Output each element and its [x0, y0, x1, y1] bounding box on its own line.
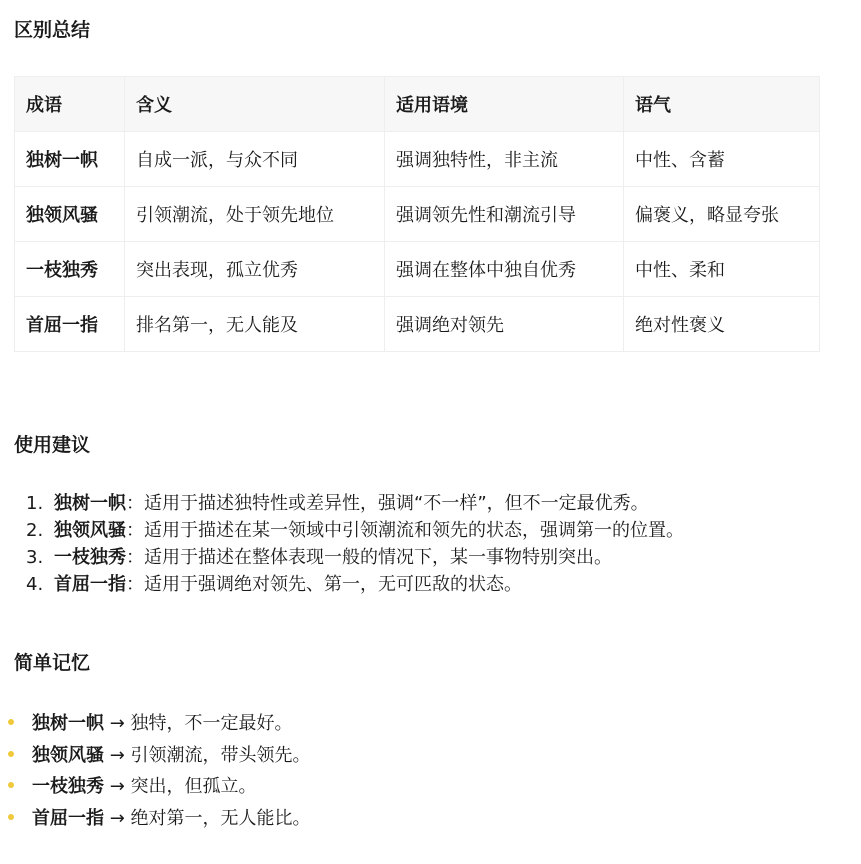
memory-term: 独领风骚: [32, 744, 104, 766]
table-row: [15, 242, 820, 297]
table-header-row: [15, 77, 820, 132]
comparison-table: [14, 76, 820, 352]
list-item: [8, 708, 311, 740]
column-header-idiom: 成语: [15, 77, 125, 132]
cell-meaning: 自成一派，与众不同: [125, 132, 385, 187]
table-row: [15, 187, 820, 242]
list-item: [20, 490, 850, 517]
list-number: 1.: [26, 493, 44, 514]
memory-list: [8, 708, 311, 834]
column-header-tone: 语气: [624, 77, 820, 132]
advice-list: [20, 490, 850, 598]
advice-text: ：适用于强调绝对领先、第一，无可匹敌的状态。: [126, 574, 522, 595]
list-item: [8, 771, 311, 803]
cell-meaning: 突出表现，孤立优秀: [125, 242, 385, 297]
bullet-dot-icon: [8, 751, 14, 757]
memory-text: → 突出，但孤立。: [104, 776, 257, 797]
cell-context: 强调领先性和潮流引导: [385, 187, 624, 242]
bullet-dot-icon: [8, 782, 14, 788]
cell-meaning: 引领潮流，处于领先地位: [125, 187, 385, 242]
memory-heading: 简单记忆: [14, 652, 91, 674]
cell-idiom: 一枝独秀: [15, 242, 125, 297]
advice-text: ：适用于描述独特性或差异性，强调“不一样”，但不一定最优秀。: [126, 493, 649, 514]
summary-heading: 区别总结: [14, 19, 91, 41]
memory-text: → 引领潮流，带头领先。: [104, 744, 311, 766]
bullet-dot-icon: [8, 719, 14, 725]
list-item: [20, 544, 850, 571]
advice-text: ：适用于描述在某一领域中引领潮流和领先的状态，强调第一的位置。: [126, 520, 684, 541]
cell-idiom: 独领风骚: [15, 187, 125, 242]
cell-tone: 中性、柔和: [624, 242, 820, 297]
cell-tone: 绝对性褒义: [624, 297, 820, 352]
list-item: [20, 517, 850, 544]
column-header-context: 适用语境: [385, 77, 624, 132]
memory-text: → 绝对第一，无人能比。: [104, 807, 311, 829]
memory-term: 首屈一指: [32, 807, 104, 829]
list-number: 3.: [26, 547, 44, 568]
list-item: [20, 571, 850, 598]
advice-term: 独领风骚: [54, 520, 126, 541]
table-row: [15, 132, 820, 187]
cell-meaning: 排名第一，无人能及: [125, 297, 385, 352]
list-item: [8, 803, 311, 835]
cell-context: 强调独特性，非主流: [385, 132, 624, 187]
cell-tone: 偏褒义，略显夸张: [624, 187, 820, 242]
cell-context: 强调在整体中独自优秀: [385, 242, 624, 297]
table-row: [15, 297, 820, 352]
list-item: [8, 740, 311, 772]
advice-term: 一枝独秀: [54, 547, 126, 568]
bullet-dot-icon: [8, 814, 14, 820]
cell-idiom: 独树一帜: [15, 132, 125, 187]
advice-heading: 使用建议: [14, 434, 91, 456]
column-header-meaning: 含义: [125, 77, 385, 132]
advice-term: 独树一帜: [54, 493, 126, 514]
list-number: 4.: [26, 574, 44, 595]
advice-text: ：适用于描述在整体表现一般的情况下，某一事物特别突出。: [126, 547, 612, 568]
memory-text: → 独特，不一定最好。: [104, 713, 293, 734]
list-number: 2.: [26, 520, 44, 541]
advice-term: 首屈一指: [54, 574, 126, 595]
cell-tone: 中性、含蓄: [624, 132, 820, 187]
memory-term: 一枝独秀: [32, 776, 104, 797]
memory-term: 独树一帜: [32, 713, 104, 734]
cell-context: 强调绝对领先: [385, 297, 624, 352]
cell-idiom: 首屈一指: [15, 297, 125, 352]
